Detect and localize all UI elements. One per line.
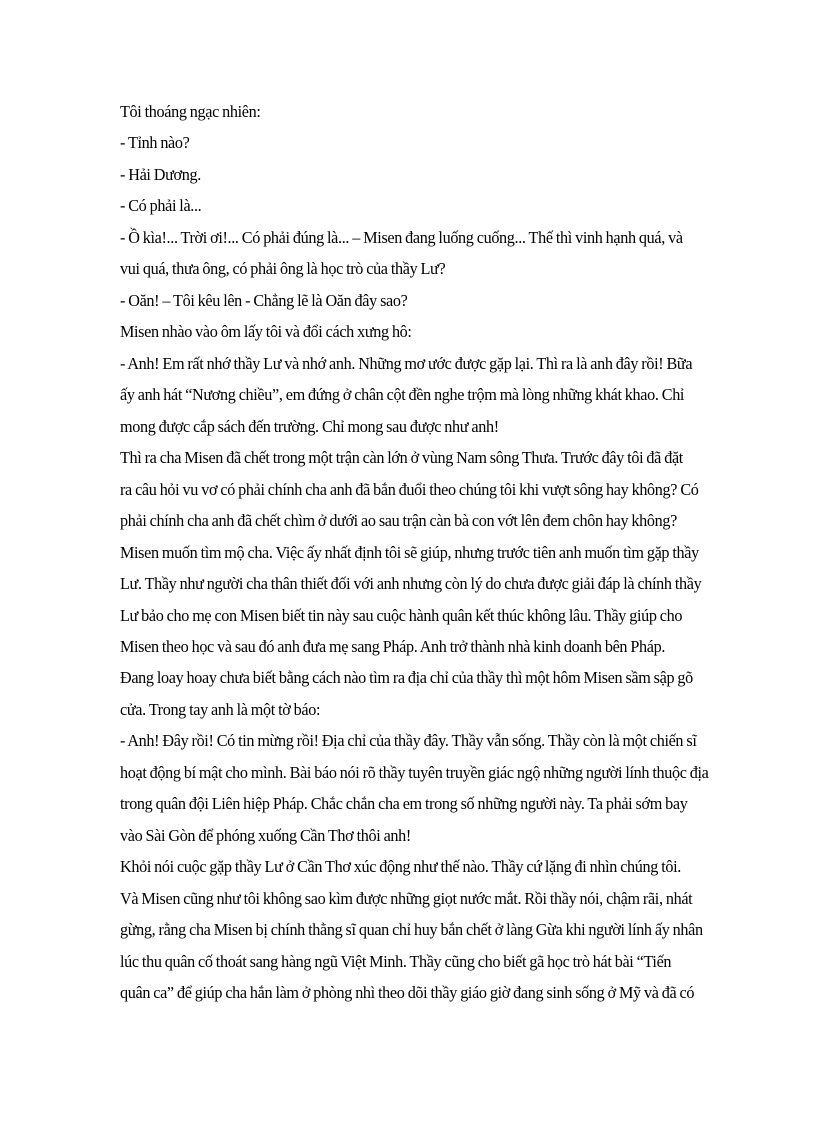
text-line: cửa. Trong tay anh là một tờ báo: [120,699,321,719]
text-line: vào Sài Gòn để phóng xuống Cần Thơ thôi anh! [120,825,411,845]
text-line: ấy anh hát “Nương chiều”, em đứng ở chân cột đền nghe trộm mà lòng những khát khao. Chỉ [120,385,685,405]
text-line: Tôi thoáng ngạc nhiên: [120,102,261,121]
text-line: Misen theo học và sau đó anh đưa mẹ sang Pháp. Anh trở thành nhà kinh doanh bên Pháp. [120,636,666,656]
text-line: vui quá, thưa ông, có phải ông là học trò của thầy Lư? [120,259,446,279]
text-line: trong quân đội Liên hiệp Pháp. Chắc chắn cha em trong số những người này. Ta phải sớm bay [120,794,688,814]
text-line: mong được cắp sách đến trường. Chỉ mong sau được như anh! [120,416,499,436]
text-line: Misen muốn tìm mộ cha. Việc ấy nhất định tôi sẽ giúp, nhưng trước tiên anh muốn tìm gặp thầy [120,542,699,562]
text-line: Misen nhào vào ôm lấy tôi và đổi cách xưng hô: [120,322,412,342]
text-line: - Anh! Đây rồi! Có tin mừng rồi! Địa chỉ của thầy đây. Thầy vẫn sống. Thầy còn là một chiến sĩ [120,731,697,751]
text-line: Thì ra cha Misen đã chết trong một trận càn lớn ở vùng Nam sông Thưa. Trước đây tôi đã đặt [120,448,683,468]
text-line: lúc thu quân cố thoát sang hàng ngũ Việt Minh. Thầy cũng cho biết gã học trò hát bài “Tiến [120,951,672,971]
text-line: - Tỉnh nào? [120,133,190,153]
story-text [120,96,720,1009]
text-line: - Hải Dương. [120,164,201,184]
text-line: hoạt động bí mật cho mình. Bài báo nói rõ thầy tuyên truyền giác ngộ những người lính thuộc địa [120,762,709,782]
text-line: - Oăn! – Tôi kêu lên - Chẳng lẽ là Oăn đây sao? [120,290,408,310]
text-line: Khỏi nói cuộc gặp thầy Lư ở Cần Thơ xúc động như thế nào. Thầy cứ lặng đi nhìn chúng tôi. [120,857,681,877]
text-line: Và Misen cũng như tôi không sao kìm được những giọt nước mắt. Rồi thầy nói, chậm rãi, nhát [120,888,693,908]
text-line: ra câu hỏi vu vơ có phải chính cha anh đã bắn đuổi theo chúng tôi khi vượt sông hay không? Có [120,479,699,499]
text-line: Lư bảo cho mẹ con Misen biết tin này sau cuộc hành quân kết thúc không lâu. Thầy giúp cho [120,605,683,625]
text-line: phải chính cha anh đã chết chìm ở dưới ao sau trận càn bà con vớt lên đem chôn hay không? [120,511,677,531]
text-line: - Ồ kìa!... Trời ơi!... Có phải đúng là... – Misen đang luống cuống... Thế thì vinh hạnh quá, và [120,227,683,247]
text-line: gừng, rằng cha Misen bị chính thằng sĩ quan chỉ huy bắn chết ở làng Gừa khi người lính ấy nhân [120,920,703,940]
text-line: Lư. Thầy như người cha thân thiết đối với anh nhưng còn lý do chưa được giải đáp là chính thầy [120,574,702,594]
text-line: quân ca” để giúp cha hắn làm ở phòng nhì theo dõi thầy giáo giờ đang sinh sống ở Mỹ và đã có [120,983,695,1003]
text-line: - Có phải là... [120,196,202,216]
text-line: Đang loay hoay chưa biết bằng cách nào tìm ra địa chỉ của thầy thì một hôm Misen sầm sập gõ [120,668,693,688]
text-line: - Anh! Em rất nhớ thầy Lư và nhớ anh. Những mơ ước được gặp lại. Thì ra là anh đây rồi! Bữa [120,353,693,373]
